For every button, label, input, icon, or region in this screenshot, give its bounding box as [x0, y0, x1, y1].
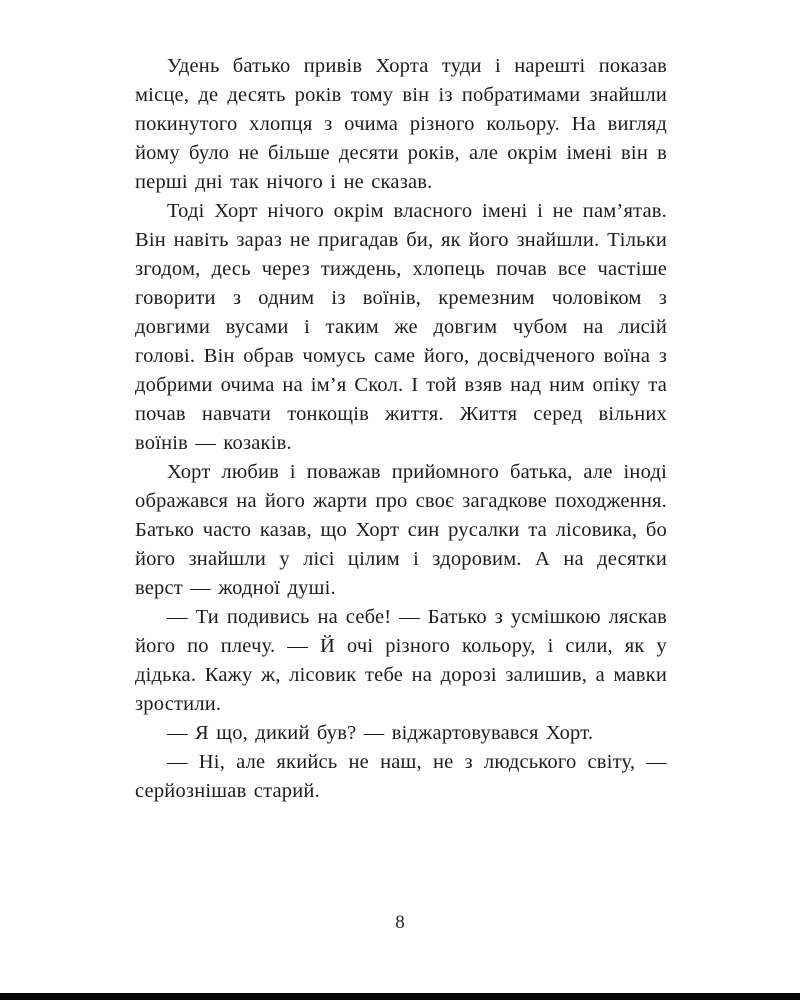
scan-edge-bar [0, 993, 800, 1000]
text-block [135, 52, 667, 806]
paragraph: Хорт любив і поважав прийомного батька, але іноді ображався на його жарти про своє загадкове походження. Батько часто казав, що Хорт син русалки та лісовика, бо його знайшли у лісі цілим і здоровим. А на десятки верст — жодної душі. [135, 461, 667, 599]
paragraph: — Ти подивись на себе! — Батько з усмішкою ляскав його по плечу. — Й очі різного кольору, і сили, як у дідька. Кажу ж, лісовик тебе на дорозі залишив, а мавки зростили. [135, 606, 667, 715]
page-number: 8 [395, 912, 405, 933]
paragraph: — Ні, але якийсь не наш, не з людського світу, — серйознішав старий. [135, 751, 667, 802]
paragraph: Тоді Хорт нічого окрім власного імені і не пам’ятав. Він навіть зараз не пригадав би, як його знайшли. Тільки згодом, десь через тиждень, хлопець почав все частіше говорити з одним із воїнів, кремезним чоловіком з довгими вусами і таким же довгим чубом на лисій голові. Він обрав чомусь саме його, досвідченого воїна з добрими очима на ім’я Скол. І той взяв над ним опіку та почав навчати тонкощів життя. Життя серед вільних воїнів — козаків. [135, 200, 667, 454]
paragraph: — Я що, дикий був? — віджартовувався Хорт. [167, 722, 594, 744]
paragraph: Удень батько привів Хорта туди і нарешті показав місце, де десять років тому він із побратимами знайшли покинутого хлопця з очима різного кольору. На вигляд йому було не більше десяти років, але окрім імені він в перші дні так нічого і не сказав. [135, 55, 667, 193]
